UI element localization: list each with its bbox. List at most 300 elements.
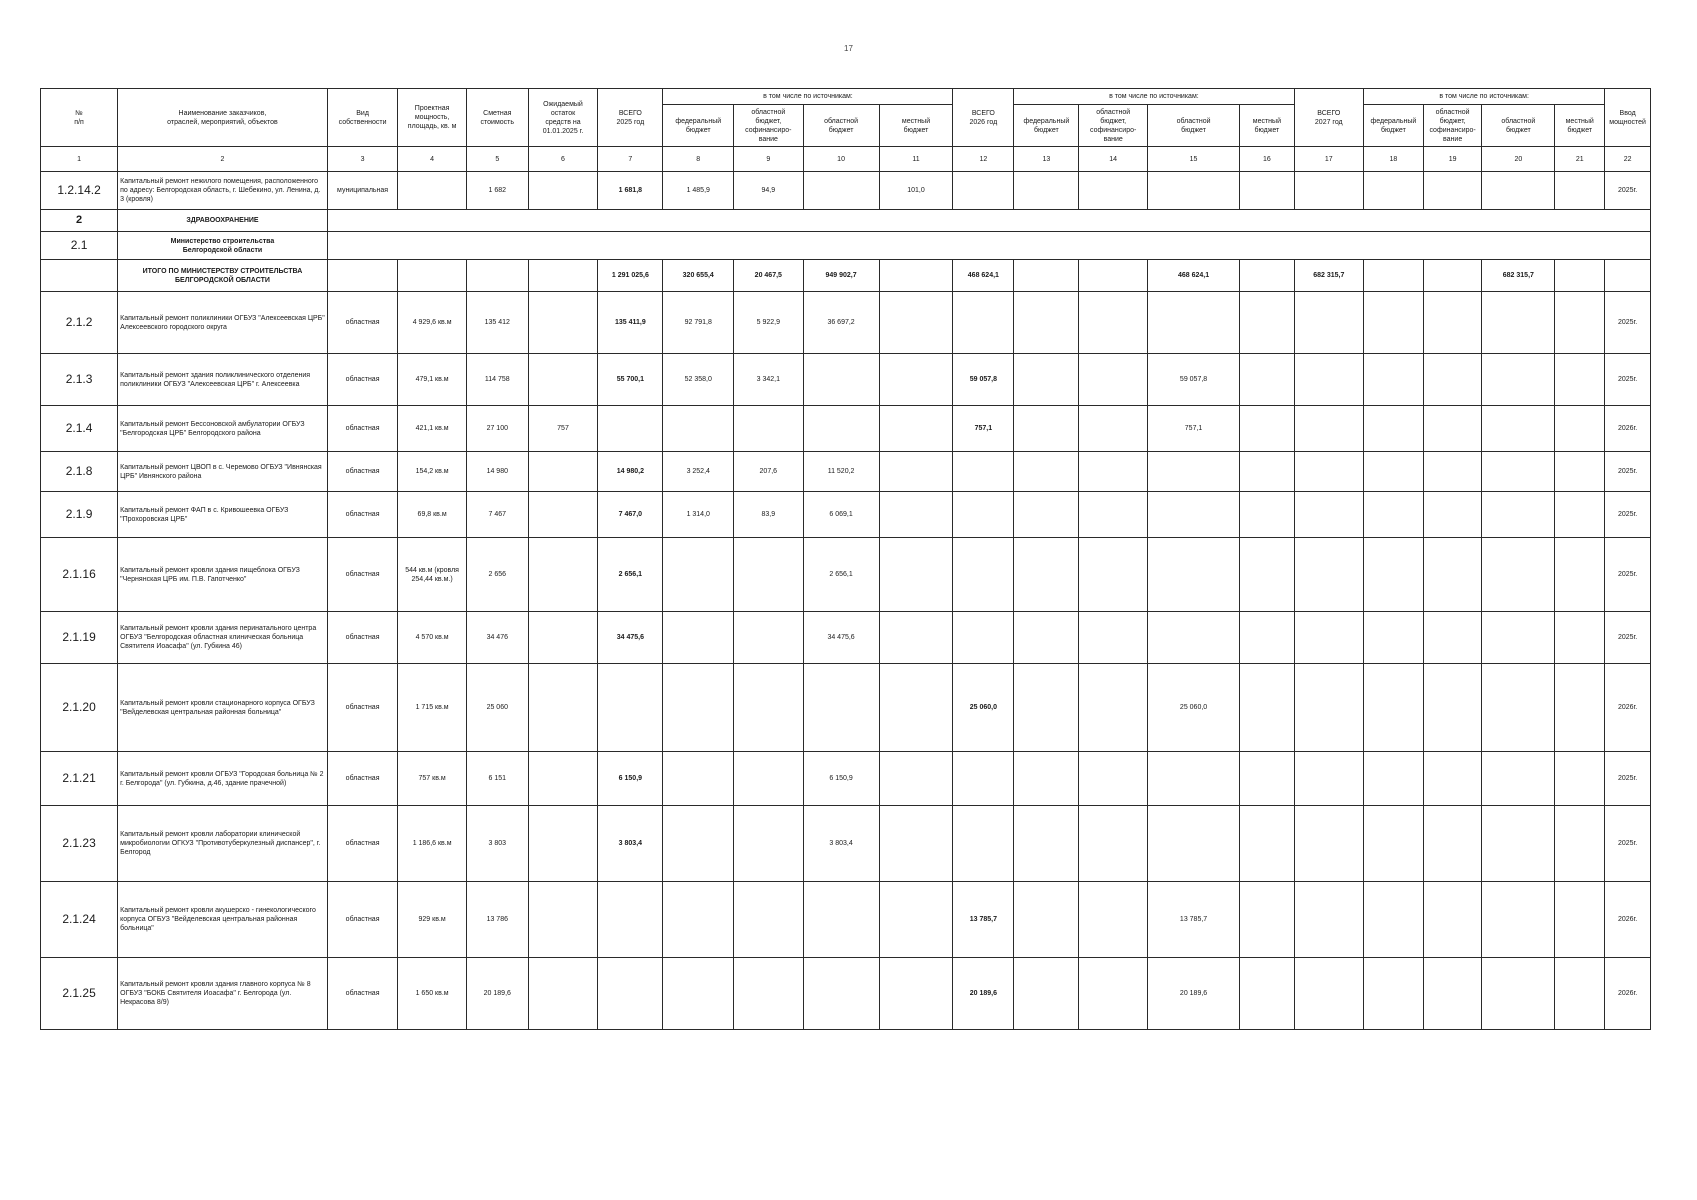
cell-r27 [1482,806,1555,882]
table-row [41,806,1651,882]
cell-r26 [1147,752,1239,806]
column-number-row [41,147,1651,172]
cell-r26 [1147,172,1239,210]
cell-r27 [1482,612,1555,664]
cell-f25 [663,664,734,752]
cell-t26: 468 624,1 [953,260,1014,292]
header-total-2026: ВСЕГО 2026 год [953,89,1014,147]
cell-f27 [1364,752,1424,806]
header-regional-cofin: областной бюджет, софинансиро- вание [1079,105,1147,147]
cell-rem [528,806,598,882]
table-row [41,406,1651,452]
cell-f25: 320 655,4 [663,260,734,292]
row-number: 2.1.19 [41,612,118,664]
cell-rc26 [1079,260,1147,292]
cell-t26 [953,612,1014,664]
cell-r25: 2 656,1 [803,538,879,612]
table-row [41,492,1651,538]
cell-rc25: 207,6 [734,452,804,492]
cell-vv: 2025г. [1605,612,1651,664]
cell-rc26 [1079,806,1147,882]
cell-l27 [1555,292,1605,354]
cell-rc27 [1423,452,1482,492]
cell-cap: 929 кв.м [398,882,466,958]
cell-vv: 2026г. [1605,882,1651,958]
cell-r26 [1147,612,1239,664]
cell-cap: 69,8 кв.м [398,492,466,538]
cell-r27 [1482,882,1555,958]
cell-l27 [1555,260,1605,292]
object-name: Капитальный ремонт кровли здания главного корпуса № 8 ОГБУЗ "БОКБ Святителя Иоасафа" г. Белгорода (ул. Некрасова 8/9) [118,958,328,1030]
cell-rc27 [1423,664,1482,752]
row-number: 2.1.3 [41,354,118,406]
cell-r27 [1482,664,1555,752]
cell-rem [528,664,598,752]
cell-t25: 2 656,1 [598,538,663,612]
column-number: 14 [1079,147,1147,172]
cell-est: 135 412 [466,292,528,354]
cell-t25: 1 291 025,6 [598,260,663,292]
cell-t26 [953,172,1014,210]
table-row [41,538,1651,612]
cell-t27 [1294,664,1364,752]
cell-f27 [1364,882,1424,958]
column-number: 8 [663,147,734,172]
cell-t25: 34 475,6 [598,612,663,664]
cell-t26 [953,806,1014,882]
cell-l27 [1555,882,1605,958]
cell-l25 [879,664,953,752]
cell-rc27 [1423,406,1482,452]
column-number: 10 [803,147,879,172]
cell-rc25: 5 922,9 [734,292,804,354]
empty-cell [327,210,1650,232]
table-row [41,292,1651,354]
cell-f26 [1014,882,1079,958]
header-regional: областной бюджет [803,105,879,147]
cell-r25: 11 520,2 [803,452,879,492]
cell-r25 [803,406,879,452]
cell-t27 [1294,612,1364,664]
header-federal: федеральный бюджет [1364,105,1424,147]
header-local: местный бюджет [1555,105,1605,147]
cell-l27 [1555,612,1605,664]
cell-r26: 20 189,6 [1147,958,1239,1030]
cell-f26 [1014,172,1079,210]
row-number: 2.1.23 [41,806,118,882]
cell-l27 [1555,664,1605,752]
cell-rc27 [1423,538,1482,612]
header-ownership: Вид собственности [327,89,398,147]
row-number: 2 [41,210,118,232]
cell-rc26 [1079,752,1147,806]
subsection-row [41,232,1651,260]
header-capacity: Проектная мощность, площадь, кв. м [398,89,466,147]
row-number: 2.1.20 [41,664,118,752]
header-regional: областной бюджет [1482,105,1555,147]
cell-est: 1 682 [466,172,528,210]
cell-cap [398,260,466,292]
cell-l27 [1555,354,1605,406]
cell-t26 [953,452,1014,492]
column-number: 21 [1555,147,1605,172]
cell-own: областная [327,806,398,882]
cell-r27 [1482,354,1555,406]
table-row [41,752,1651,806]
cell-t25: 14 980,2 [598,452,663,492]
cell-f27 [1364,806,1424,882]
row-number: 2.1.4 [41,406,118,452]
cell-t27 [1294,172,1364,210]
cell-l25 [879,882,953,958]
cell-t26 [953,538,1014,612]
cell-r26 [1147,292,1239,354]
cell-t27 [1294,806,1364,882]
cell-rc27 [1423,612,1482,664]
column-number: 2 [118,147,328,172]
cell-own: областная [327,406,398,452]
cell-t27 [1294,958,1364,1030]
cell-rem [528,538,598,612]
cell-cap: 1 650 кв.м [398,958,466,1030]
cell-r26 [1147,492,1239,538]
cell-t26: 13 785,7 [953,882,1014,958]
page-number: 17 [844,44,853,53]
table-row [41,664,1651,752]
cell-rc26 [1079,354,1147,406]
header-total-2025: ВСЕГО 2025 год [598,89,663,147]
cell-est: 3 803 [466,806,528,882]
cell-t25 [598,882,663,958]
cell-f25: 52 358,0 [663,354,734,406]
cell-own: областная [327,664,398,752]
cell-f25 [663,882,734,958]
cell-f27 [1364,958,1424,1030]
cell-rem: 757 [528,406,598,452]
cell-t27 [1294,354,1364,406]
cell-cap: 1 715 кв.м [398,664,466,752]
cell-rem [528,172,598,210]
table-row [41,452,1651,492]
cell-cap: 154,2 кв.м [398,452,466,492]
object-name: Капитальный ремонт здания поликлинического отделения поликлиники ОГБУЗ "Алексеевская ЦРБ" г. Алексеевка [118,354,328,406]
column-number: 17 [1294,147,1364,172]
cell-vv: 2026г. [1605,958,1651,1030]
column-number: 5 [466,147,528,172]
header-name: Наименование заказчиков, отраслей, мероприятий, объектов [118,89,328,147]
subsection-title: Министерство строительства Белгородской области [118,232,328,260]
object-name: Капитальный ремонт кровли лаборатории клинической микробиологии ОГКУЗ "Противотуберкулезный диспансер", г. Белгород [118,806,328,882]
cell-f26 [1014,260,1079,292]
cell-est: 2 656 [466,538,528,612]
header-regional: областной бюджет [1147,105,1239,147]
cell-l25 [879,958,953,1030]
column-number: 7 [598,147,663,172]
cell-r26 [1147,538,1239,612]
row-number [41,260,118,292]
cell-rc25 [734,612,804,664]
cell-t26 [953,292,1014,354]
column-number: 22 [1605,147,1651,172]
cell-rc27 [1423,354,1482,406]
cell-vv: 2025г. [1605,538,1651,612]
cell-own: областная [327,492,398,538]
cell-r26: 59 057,8 [1147,354,1239,406]
cell-t26 [953,492,1014,538]
cell-r27 [1482,172,1555,210]
cell-own [327,260,398,292]
cell-own: областная [327,452,398,492]
cell-r26: 13 785,7 [1147,882,1239,958]
header-regional-cofin: областной бюджет, софинансиро- вание [1423,105,1482,147]
cell-r25: 34 475,6 [803,612,879,664]
header-local: местный бюджет [1240,105,1294,147]
cell-r25: 6 069,1 [803,492,879,538]
cell-rc27 [1423,260,1482,292]
cell-t25 [598,664,663,752]
cell-cap: 4 929,6 кв.м [398,292,466,354]
header-sources-2026: в том числе по источникам: [1014,89,1294,105]
cell-rc26 [1079,612,1147,664]
cell-r27 [1482,538,1555,612]
cell-f26 [1014,806,1079,882]
row-number: 2.1 [41,232,118,260]
cell-f27 [1364,354,1424,406]
cell-rc27 [1423,958,1482,1030]
table-row [41,958,1651,1030]
cell-l26 [1240,492,1294,538]
cell-est: 6 151 [466,752,528,806]
cell-l26 [1240,958,1294,1030]
cell-f27 [1364,664,1424,752]
cell-vv: 2025г. [1605,492,1651,538]
cell-rc26 [1079,292,1147,354]
cell-rem [528,292,598,354]
column-number: 20 [1482,147,1555,172]
object-name: Капитальный ремонт кровли здания перинатального центра ОГБУЗ "Белгородская областная клиническая больница Святителя Иоасафа" (ул. Губкина 46) [118,612,328,664]
cell-l26 [1240,882,1294,958]
cell-l27 [1555,406,1605,452]
cell-l27 [1555,492,1605,538]
cell-rc25: 3 342,1 [734,354,804,406]
cell-vv: 2025г. [1605,452,1651,492]
row-number: 2.1.25 [41,958,118,1030]
cell-est: 14 980 [466,452,528,492]
investment-table [40,88,1651,1030]
cell-r26 [1147,452,1239,492]
column-number: 6 [528,147,598,172]
cell-f25: 3 252,4 [663,452,734,492]
column-number: 12 [953,147,1014,172]
total-row [41,260,1651,292]
cell-own: областная [327,538,398,612]
cell-r26: 25 060,0 [1147,664,1239,752]
cell-l25 [879,260,953,292]
cell-rem [528,612,598,664]
object-name: Капитальный ремонт ЦВОП в с. Черемово ОГБУЗ "Ивнянская ЦРБ" Ивнянского района [118,452,328,492]
cell-rc25 [734,406,804,452]
cell-t25: 1 681,8 [598,172,663,210]
column-number: 4 [398,147,466,172]
cell-r25: 3 803,4 [803,806,879,882]
cell-cap [398,172,466,210]
cell-f26 [1014,538,1079,612]
column-number: 16 [1240,147,1294,172]
cell-f27 [1364,406,1424,452]
cell-l26 [1240,452,1294,492]
cell-f27 [1364,538,1424,612]
object-name: Капитальный ремонт поликлиники ОГБУЗ "Алексеевская ЦРБ" Алексеевского городского округа [118,292,328,354]
cell-l25 [879,406,953,452]
cell-r25: 6 150,9 [803,752,879,806]
cell-own: областная [327,354,398,406]
cell-t26: 59 057,8 [953,354,1014,406]
cell-rc26 [1079,958,1147,1030]
cell-t27: 682 315,7 [1294,260,1364,292]
cell-l25 [879,612,953,664]
cell-t27 [1294,406,1364,452]
cell-rc27 [1423,806,1482,882]
object-name: Капитальный ремонт кровли акушерско - гинекологического корпуса ОГБУЗ "Вейделевская центральная районная больница" [118,882,328,958]
cell-f26 [1014,958,1079,1030]
cell-f26 [1014,492,1079,538]
cell-vv: 2025г. [1605,292,1651,354]
cell-rc27 [1423,752,1482,806]
cell-est: 25 060 [466,664,528,752]
cell-f26 [1014,452,1079,492]
cell-f26 [1014,612,1079,664]
cell-l26 [1240,538,1294,612]
cell-l25 [879,354,953,406]
header-n: № п/п [41,89,118,147]
cell-t26: 20 189,6 [953,958,1014,1030]
cell-rc27 [1423,882,1482,958]
cell-f27 [1364,172,1424,210]
cell-l25 [879,492,953,538]
cell-cap: 421,1 кв.м [398,406,466,452]
cell-r26: 757,1 [1147,406,1239,452]
column-number: 18 [1364,147,1424,172]
cell-f25 [663,612,734,664]
cell-vv: 2026г. [1605,406,1651,452]
cell-r25: 949 902,7 [803,260,879,292]
cell-t26 [953,752,1014,806]
cell-r27 [1482,452,1555,492]
cell-r27 [1482,406,1555,452]
cell-own: областная [327,292,398,354]
cell-rc26 [1079,538,1147,612]
cell-t27 [1294,752,1364,806]
column-number: 19 [1423,147,1482,172]
row-number: 2.1.16 [41,538,118,612]
cell-est [466,260,528,292]
column-number: 15 [1147,147,1239,172]
row-number: 2.1.21 [41,752,118,806]
cell-own: муниципальная [327,172,398,210]
cell-vv: 2025г. [1605,752,1651,806]
cell-r26: 468 624,1 [1147,260,1239,292]
cell-l26 [1240,806,1294,882]
header-federal: федеральный бюджет [663,105,734,147]
cell-f25: 1 314,0 [663,492,734,538]
cell-rem [528,492,598,538]
cell-l26 [1240,292,1294,354]
cell-l25 [879,538,953,612]
cell-l26 [1240,406,1294,452]
column-number: 3 [327,147,398,172]
cell-r25 [803,958,879,1030]
object-name: Капитальный ремонт Бессоновской амбулатории ОГБУЗ "Белгородская ЦРБ" Белгородского района [118,406,328,452]
cell-rc26 [1079,452,1147,492]
cell-rc25 [734,752,804,806]
cell-rc25 [734,664,804,752]
cell-l26 [1240,612,1294,664]
row-number: 2.1.2 [41,292,118,354]
cell-cap: 1 186,6 кв.м [398,806,466,882]
cell-est: 13 786 [466,882,528,958]
header-local: местный бюджет [879,105,953,147]
object-name: Капитальный ремонт нежилого помещения, расположенного по адресу: Белгородская область, г. Шебекино, ул. Ленина, д. 3 (кровля) [118,172,328,210]
section-title: ЗДРАВООХРАНЕНИЕ [118,210,328,232]
cell-l26 [1240,260,1294,292]
row-number: 2.1.9 [41,492,118,538]
cell-f25: 92 791,8 [663,292,734,354]
cell-rem [528,260,598,292]
cell-rc27 [1423,492,1482,538]
cell-f26 [1014,292,1079,354]
cell-t25: 6 150,9 [598,752,663,806]
cell-f25 [663,538,734,612]
cell-vv [1605,260,1651,292]
cell-t26: 757,1 [953,406,1014,452]
cell-est: 114 758 [466,354,528,406]
cell-f25: 1 485,9 [663,172,734,210]
cell-t27 [1294,538,1364,612]
cell-rc25: 20 467,5 [734,260,804,292]
cell-l25: 101,0 [879,172,953,210]
cell-f26 [1014,664,1079,752]
table-row [41,612,1651,664]
cell-l27 [1555,172,1605,210]
cell-rc26 [1079,172,1147,210]
cell-f27 [1364,612,1424,664]
header-sources-2025: в том числе по источникам: [663,89,953,105]
cell-rc25 [734,538,804,612]
section-row [41,210,1651,232]
cell-t27 [1294,452,1364,492]
cell-l25 [879,452,953,492]
cell-l27 [1555,806,1605,882]
cell-r25 [803,172,879,210]
cell-vv: 2026г. [1605,664,1651,752]
cell-r25: 36 697,2 [803,292,879,354]
header-federal: федеральный бюджет [1014,105,1079,147]
cell-cap: 479,1 кв.м [398,354,466,406]
cell-rc27 [1423,292,1482,354]
cell-rem [528,354,598,406]
cell-rem [528,452,598,492]
cell-t25: 135 411,9 [598,292,663,354]
cell-l25 [879,806,953,882]
cell-vv: 2025г. [1605,806,1651,882]
column-number: 13 [1014,147,1079,172]
cell-vv: 2025г. [1605,354,1651,406]
cell-cap: 544 кв.м (кровля 254,44 кв.м.) [398,538,466,612]
header-regional-cofin: областной бюджет, софинансиро- вание [734,105,804,147]
object-name: Капитальный ремонт ФАП в с. Кривошеевка ОГБУЗ "Прохоровская ЦРБ" [118,492,328,538]
cell-f27 [1364,260,1424,292]
empty-cell [327,232,1650,260]
